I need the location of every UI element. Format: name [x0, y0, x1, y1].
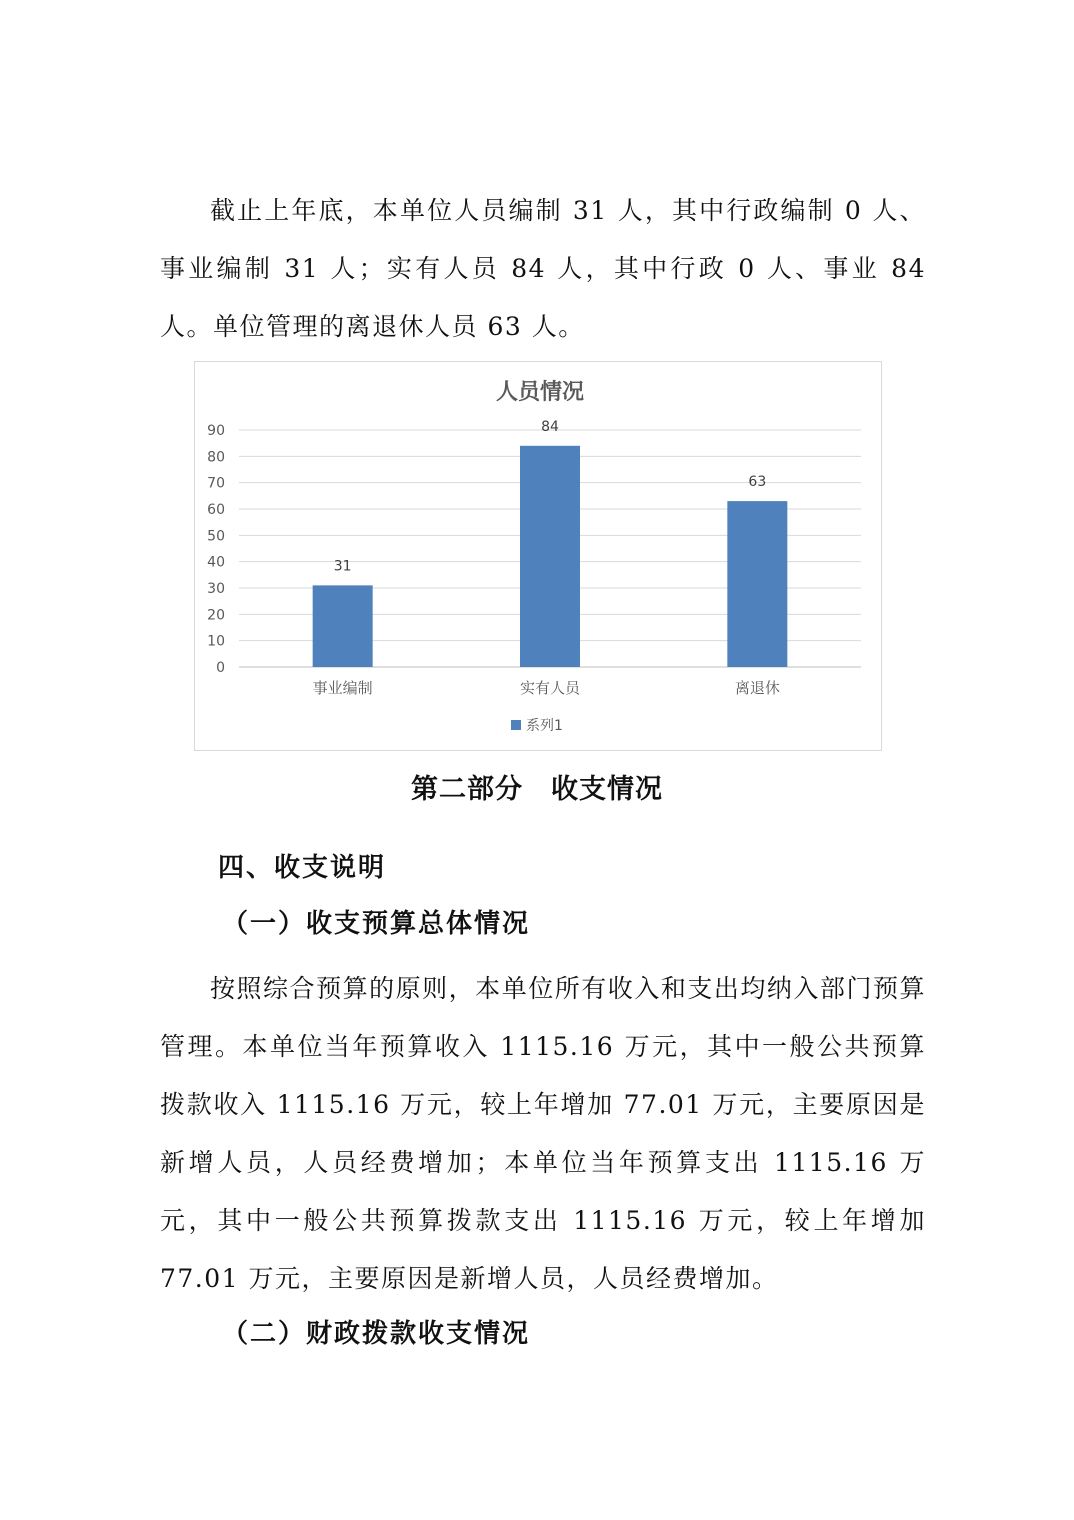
y-tick-label: 0 — [216, 660, 225, 676]
chart-title: 人员情况 — [495, 380, 585, 405]
bar — [520, 446, 580, 667]
chart-y-ticks — [207, 423, 225, 676]
staff-paragraph: 截止上年底，本单位人员编制 31 人，其中行政编制 0 人、事业编制 31 人；实有人员 84 人，其中行政 0 人、事业 84 人。单位管理的离退休人员 63 人。 — [160, 196, 926, 341]
data-label: 31 — [333, 558, 352, 575]
x-tick-label: 实有人员 — [519, 679, 581, 697]
part-two-heading: 第二部分 收支情况 — [411, 774, 663, 805]
bar — [727, 501, 787, 667]
chart-svg — [195, 362, 881, 750]
y-tick-label: 60 — [207, 502, 225, 518]
y-tick-label: 40 — [207, 554, 225, 571]
y-tick-label: 10 — [207, 633, 225, 650]
subsection-two-heading: （二）财政拨款收支情况 — [222, 1319, 531, 1349]
budget-paragraph: 按照综合预算的原则，本单位所有收入和支出均纳入部门预算管理。本单位当年预算收入 1115.16 万元，其中一般公共预算拨款收入 1115.16 万元，较上年增加 77.01 万元，主要原因是新增人员，人员经费增加；本单位当年预算支出 1115.16 万元，其中一般公共预算拨款支出 1115.16 万元，较上年增加 77.01 万元，主要原因是新增人员，人员经费增加。 — [160, 974, 926, 1293]
y-tick-label: 80 — [207, 449, 225, 466]
chart-bars — [313, 446, 788, 667]
subsection-one-heading: （一）收支预算总体情况 — [222, 909, 531, 939]
chart-x-ticks — [313, 679, 780, 697]
data-label: 84 — [541, 418, 559, 435]
section-four-heading: 四、收支说明 — [218, 853, 387, 883]
data-label: 63 — [748, 474, 767, 491]
y-tick-label: 50 — [207, 528, 225, 545]
y-tick-label: 20 — [207, 607, 225, 624]
y-tick-label: 90 — [207, 423, 225, 439]
chart-legend — [511, 718, 563, 734]
bar — [313, 585, 373, 667]
legend-label: 系列1 — [526, 718, 563, 734]
x-tick-label: 离退休 — [734, 679, 780, 697]
y-tick-label: 30 — [207, 581, 225, 597]
legend-swatch — [511, 720, 521, 730]
staff-chart — [194, 361, 882, 751]
x-tick-label: 事业编制 — [312, 679, 373, 697]
y-tick-label: 70 — [207, 475, 225, 492]
